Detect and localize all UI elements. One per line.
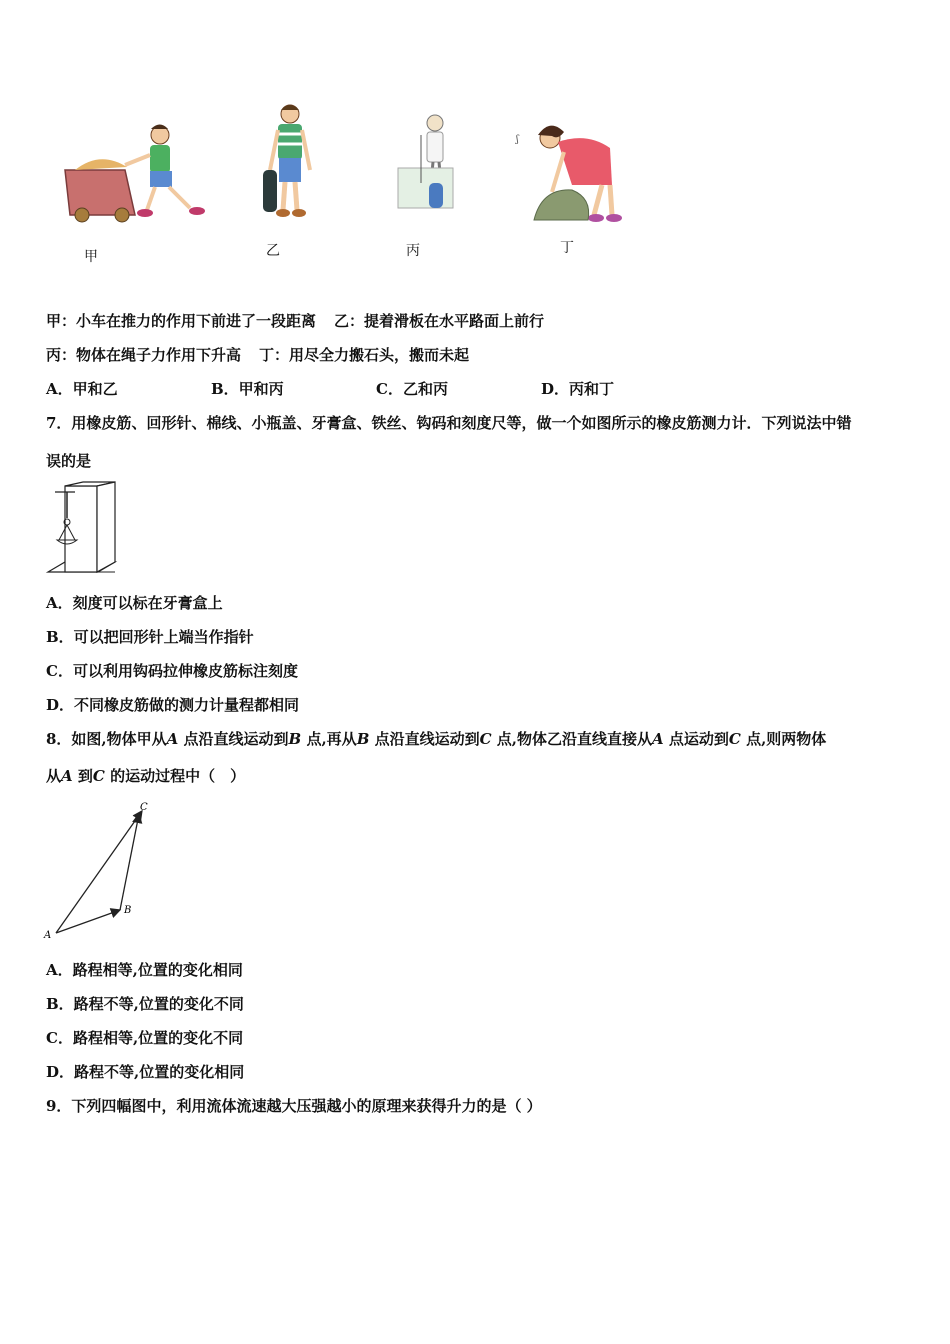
q6-statement-ding: 丁：用尽全力搬石头，搬而未起 [259, 346, 470, 364]
q8-option-a[interactable]: A．路程相等,位置的变化相同 [46, 961, 243, 979]
q7-option-c[interactable]: C．可以利用钩码拉伸橡皮筋标注刻度 [46, 662, 298, 680]
q8-text: 点运动到 [663, 730, 729, 748]
q6-option-d[interactable]: D．丙和丁 [541, 380, 615, 398]
q7-stem-line-1: 7．用橡皮筋、回形针、棉线、小瓶盖、牙膏盒、铁丝、钩码和刻度尺等，做一个如图所示的橡皮筋测力计．下列说法中错 [46, 414, 852, 432]
q6-option-b[interactable]: B．甲和丙 [211, 380, 284, 398]
q6-option-c[interactable]: C．乙和丙 [376, 380, 448, 398]
rope-lift-illustration [393, 113, 458, 213]
diagram-label-a: A [44, 930, 52, 941]
q6-statement-bing: 丙：物体在绳子力作用下升高 [46, 346, 242, 364]
q8-option-d[interactable]: D．路程不等,位置的变化相同 [46, 1063, 245, 1081]
path-triangle-diagram [42, 798, 157, 943]
q8-text: 从 [46, 767, 62, 785]
q8-stem-line-2 [46, 766, 245, 786]
q8-point-c: C [728, 730, 741, 748]
q8-text: 到 [72, 767, 93, 785]
q8-text: 点沿直线运动到 [178, 730, 289, 748]
svg-text:ʃ: ʃ [516, 134, 519, 145]
q8-stem-line-1 [46, 729, 826, 749]
q7-option-a[interactable]: A．刻度可以标在牙膏盒上 [46, 594, 223, 612]
q8-point-c: C [479, 730, 492, 748]
q8-text: 点,物体乙沿直线直接从 [491, 730, 653, 748]
q8-text: 点,再从 [301, 730, 357, 748]
figure-label-yi: 乙 [266, 243, 280, 259]
q8-point-a: A [652, 730, 664, 748]
q6-options [46, 379, 646, 399]
q8-text: 点沿直线运动到 [369, 730, 480, 748]
diagram-label-c: C [140, 802, 148, 813]
q6-line-1 [46, 311, 544, 331]
figure-label-bing: 丙 [406, 243, 420, 259]
q8-point-a: A [166, 730, 179, 748]
q7-option-b[interactable]: B．可以把回形针上端当作指针 [46, 628, 254, 646]
lift-stone-illustration [512, 120, 627, 225]
q8-point-c: C [92, 767, 105, 785]
figure-label-ding: 丁 [560, 240, 574, 256]
q8-text: 的运动过程中（ ） [104, 767, 246, 785]
q7-option-d[interactable]: D．不同橡皮筋做的测力计量程都相同 [46, 696, 300, 714]
skateboard-carry-illustration [255, 100, 325, 225]
diagram-label-b: B [124, 905, 132, 916]
q7-stem-line-2: 误的是 [46, 452, 92, 470]
figure-label-jia: 甲 [84, 249, 98, 265]
rubber-band-dynamometer-diagram [45, 480, 120, 580]
q6-statement-jia: 甲：小车在推力的作用下前进了一段距离 [46, 312, 317, 330]
q8-option-c[interactable]: C．路程相等,位置的变化不同 [46, 1029, 244, 1047]
q8-point-b: B [288, 730, 302, 748]
q8-point-b: B [356, 730, 370, 748]
q6-line-2 [46, 345, 469, 365]
q8-text: 8．如图,物体甲从 [46, 730, 167, 748]
segment-a-to-b [56, 910, 120, 933]
cart-push-illustration [55, 115, 215, 225]
q8-option-b[interactable]: B．路程不等,位置的变化不同 [46, 995, 244, 1013]
q6-statement-yi: 乙：提着滑板在水平路面上前行 [334, 312, 545, 330]
q9-stem: 9．下列四幅图中，利用流体流速越大压强越小的原理来获得升力的是（ ） [46, 1097, 542, 1115]
q6-option-a[interactable]: A．甲和乙 [46, 380, 118, 398]
q8-point-a: A [61, 767, 73, 785]
q8-text: 点,则两物体 [740, 730, 827, 748]
